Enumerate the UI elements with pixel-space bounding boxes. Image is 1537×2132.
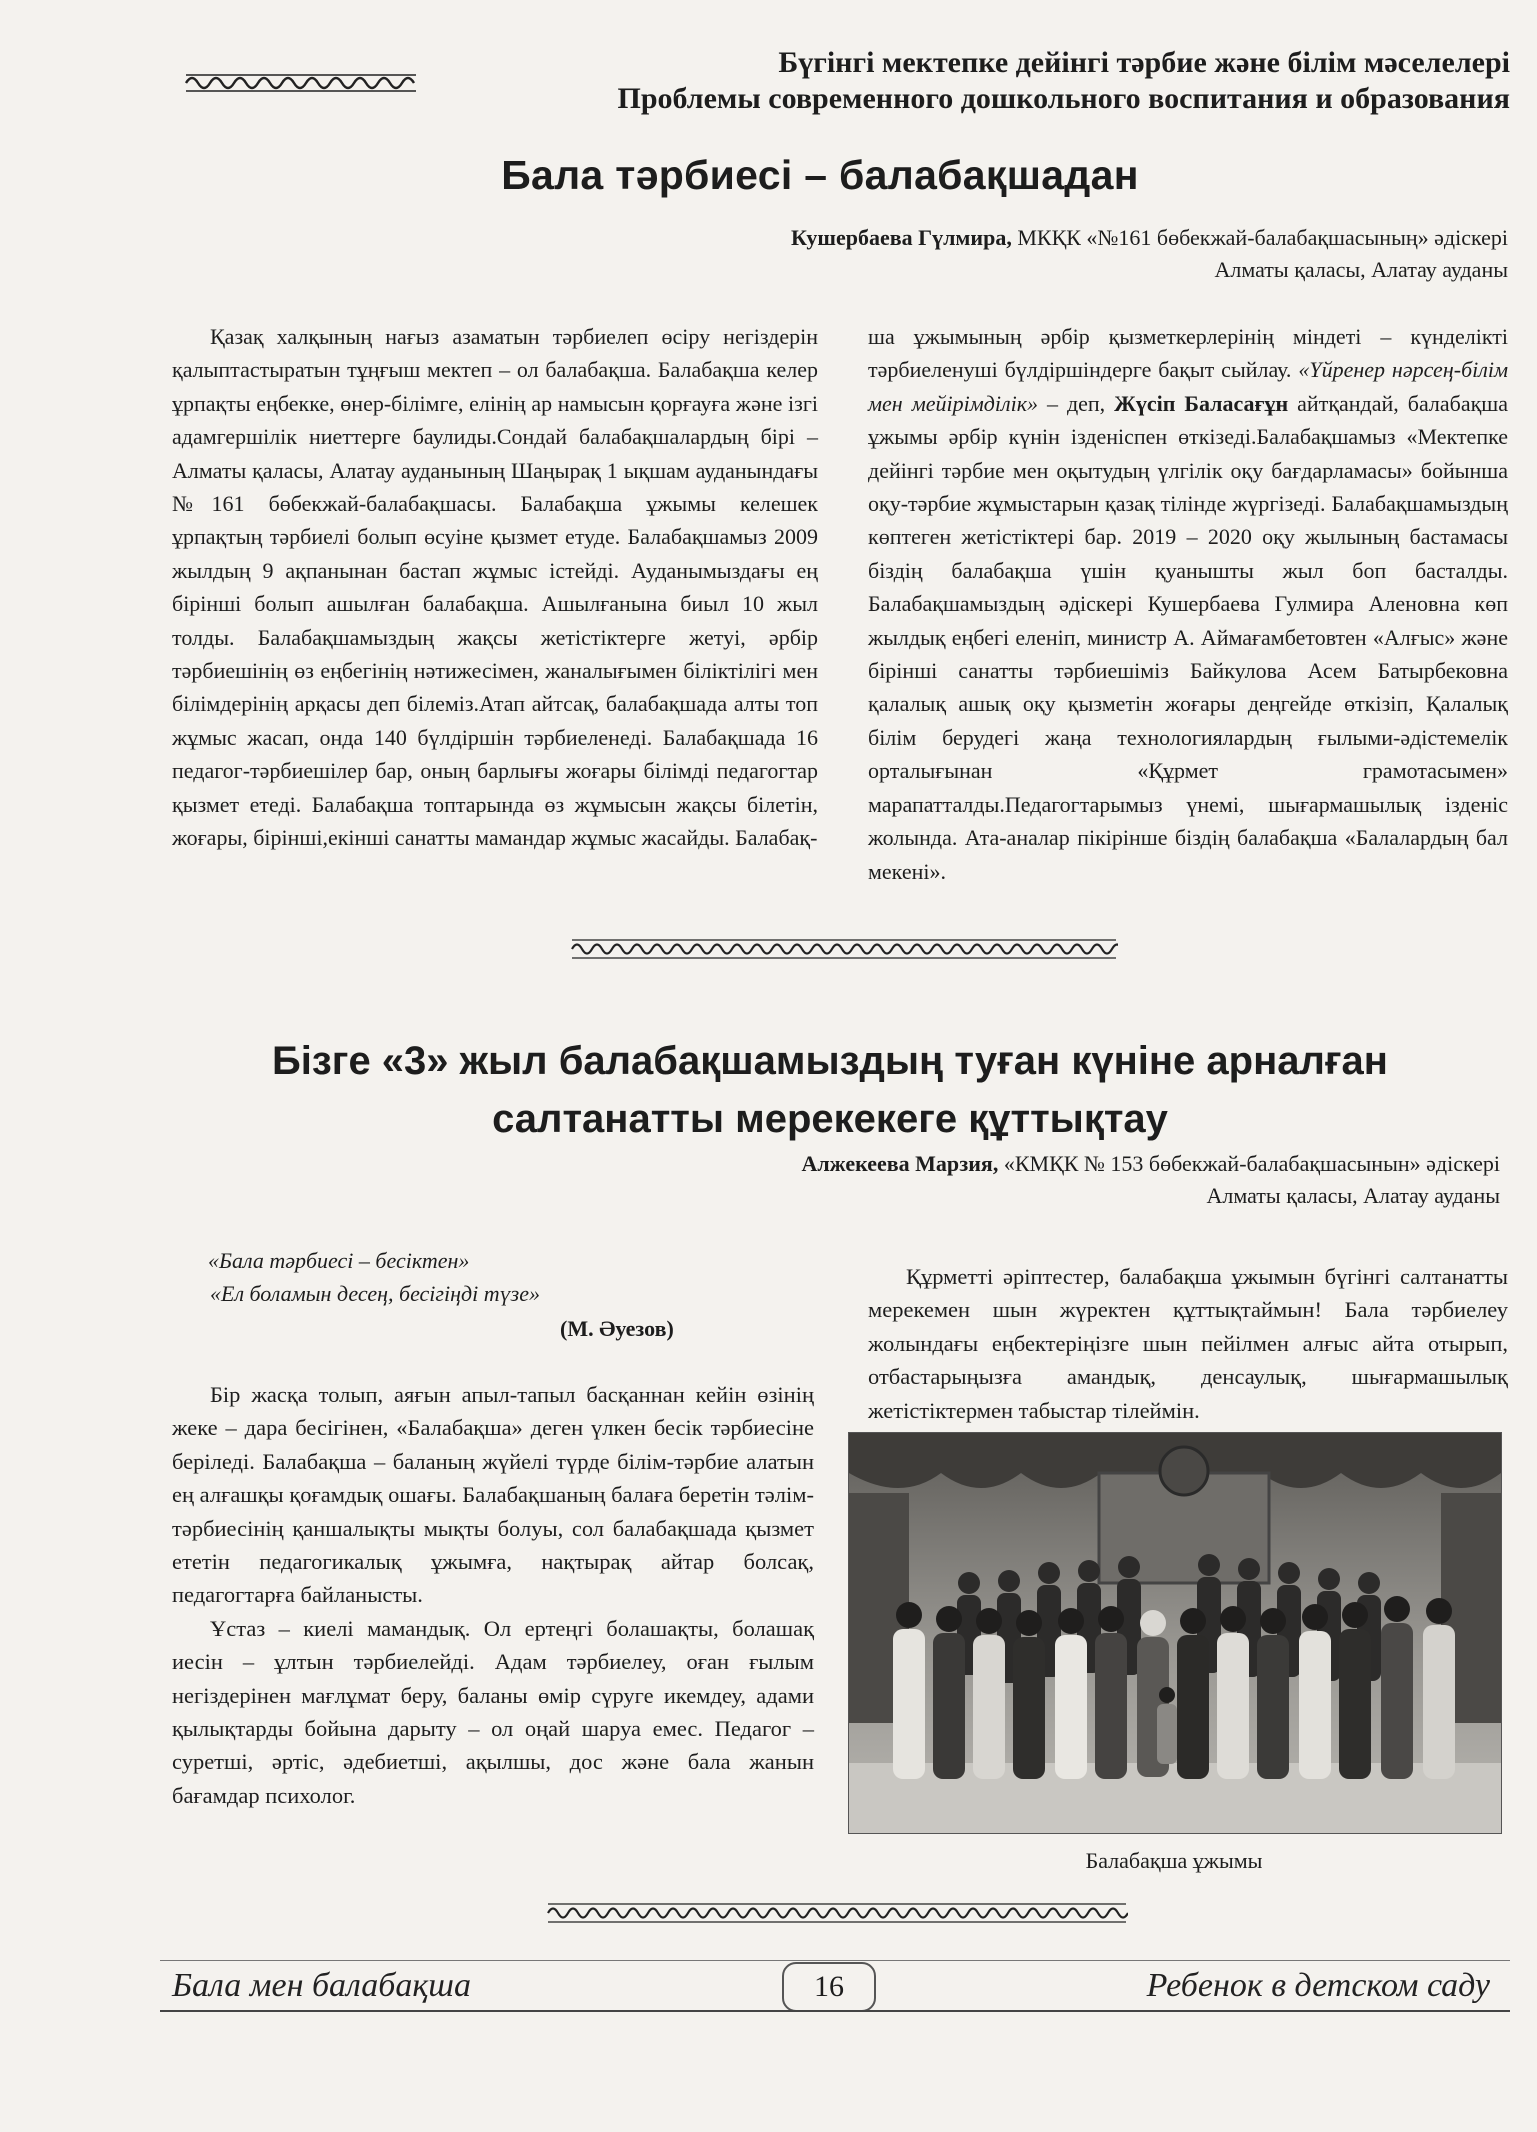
article1-author-role: МКҚК «№161 бөбекжай-балабақшасының» әдіскері xyxy=(1011,225,1508,250)
article1-title: Бала тәрбиесі – балабақшадан xyxy=(501,152,1139,198)
article2-author-role: «КМҚК № 153 бөбекжай-балабақшасынын» әдіскері xyxy=(998,1151,1500,1176)
article2-right-paragraph: Құрметті әріптестер, балабақша ұжымын бүгінгі салтанатты мерекемен шын жүректен құттықтаймын! Бала тәрбиелеу жолындағы еңбектеріңізге шын пейілмен алғыс айта отырып, отбастарыңызға амандық, денсаулық, шығармашылық жетістіктермен табыстар тілеймін. xyxy=(868,1264,1508,1423)
epigraph-line2: «Ел боламын десең, бесігіңді түзе» xyxy=(210,1281,540,1306)
epigraph-line1: «Бала тәрбиесі – бесіктен» xyxy=(208,1248,470,1273)
article2-title-line2: салтанатты мерекекеге құттықтау xyxy=(492,1097,1168,1141)
top-ornament xyxy=(182,70,422,96)
epigraph xyxy=(208,1244,728,1310)
article2-author-place: Алматы қаласы, Алатау ауданы xyxy=(1206,1183,1500,1208)
group-photo-image-icon xyxy=(849,1433,1501,1833)
article2-left-paragraph-2: Ұстаз – киелі мамандық. Ол ертеңгі болашақты, болашақ иесін – ұлтын тәрбиелейді. Адам тәрбиелеу, оған ғылым негіздерінен мағлұмат беру, баланы өмір сүруге икемдеу, адами қылықтарды бойына дарыту – ол оңай шаруа емес. Педагог – суретші, әртіс, әдебиетші, ақылшы, дос және бала жанын бағамдар психолог. xyxy=(172,1615,814,1808)
article2-author-name: Алжекеева Марзия, xyxy=(801,1151,999,1176)
article2-column-left xyxy=(172,1378,814,1812)
footer-rule xyxy=(160,2010,1510,2012)
footer-magazine-title-ru: Ребенок в детском саду xyxy=(1146,1967,1490,2004)
middle-ornament xyxy=(570,936,1118,962)
epigraph-author: (М. Әуезов) xyxy=(560,1316,674,1341)
article1-author-place: Алматы қаласы, Алатау ауданы xyxy=(1214,257,1508,282)
ornament-pattern-icon xyxy=(546,1900,1128,1926)
footer-rule-top xyxy=(160,1960,1510,1961)
page-number: 16 xyxy=(782,1962,876,2012)
photo-caption: Балабақша ұжымы xyxy=(1085,1848,1263,1873)
article1-byline xyxy=(400,222,1508,286)
article1-right-quote: «Үйренер нәрсең-білім мен мейірімділік» xyxy=(868,357,1508,416)
article1-column-right xyxy=(868,320,1508,888)
article1-left-paragraph: Қазақ халқының нағыз азаматын тәрбиелеп өсіру негіздерін қалыптастыратын тұңғыш мектеп – ол балабақша. Балабақша келер ұрпақты еңбекке, өнер-білімге, елінің ар намысын қорғауға және ізгі адамгершілік ниеттерге баулиды.Сондай балабақшалардың бірі – Алматы қаласы, Алатау ауданының Шаңырақ 1 ықшам ауданындағы №161 бөбекжай-балабақшасы. Балабақша ұжымы келешек ұрпақтың тәрбиелі болып өсуіне қызмет етуде. Балабақшамыз 2009 жылдың 9 ақпанынан бастап жұмыс істейді. Ауданымыздағы ең бірінші болып ашылған балабақша. Ашылғанына биыл 10 жыл толды. Балабақшамыздың жақсы жетістіктерге жетуі, әрбір тәрбиешінің өз еңбегінің нәтижесімен, жаналығымен біліктілігі мен білімдерінің арқасы деп білеміз.Атап айтсақ, балабақшада алты топ жұмыс жасап, онда 140 бүлдіршін тәрбиеленеді. Балабақшада 16 педагог-тәрбиешілер бар, оның барлығы жоғары білімді педагогтар қызмет етеді. Балабақша топтарында өз жұмысын жақсы білетін, жоғары, бірінші,екінші санатты мамандар жұмыс жасайды. Балабақ- xyxy=(172,324,818,851)
ornament-pattern-icon xyxy=(570,936,1118,962)
article2-title-line1: Бізге «3» жыл балабақшамыздың туған күніне арналған xyxy=(272,1039,1388,1083)
article1-right-text-a: ша ұжымының әрбір қызметкерлерінің міндеті – күнделікті тәрбиеленуші бүлдіршіндерге бақыт сыйлау. xyxy=(868,324,1508,383)
article2-title xyxy=(180,1032,1480,1148)
article1-right-text-c: айтқандай, балабақша ұжымы әрбір күнін ізденіспен өткізеді.Балабақшамыз «Мектепке дейінгі тәрбие мен оқытудың үлгілік оқу бағдарламасы» бойынша оқу-тәрбие жұмыстарын қазақ тілінде жүргізеді. Балабақшамыздың көптеген жетістіктері бар. 2019 – 2020 оқу жылының бастамасы біздің балабақша үшін қуанышты жыл боп басталды. Балабақшамыздың әдіскері Кушербаева Гулмира Аленовна көп жылдық еңбегі еленіп, министр А. Аймағамбетовтен «Алғыс» және бірінші санатты тәрбиешіміз Байкулова Асем Батырбековна қалалық ашық оқу қызметін жоғары деңгейде өткізіп, Қалалық білім берудегі жаңа технологиялардың ғылыми-әдістемелік орталығынан «Құрмет грамотасымен» марапатталды.Педагогтарымыз үнемі, шығармашылық ізденіс жолында. Ата-аналар пікірінше біздің балабақша «Балалардың бал мекені». xyxy=(868,390,1508,884)
group-photo xyxy=(848,1432,1502,1834)
section-header-kz: Бүгінгі мектепке дейінгі тәрбие және білім мәселелері xyxy=(778,46,1510,79)
article1-right-text-b: – деп, xyxy=(1038,390,1115,416)
article2-column-right xyxy=(868,1260,1508,1427)
footer-magazine-title-kz: Бала мен балабақша xyxy=(172,1967,471,2004)
article1-right-name: Жүсіп Баласағұн xyxy=(1114,390,1289,416)
ornament-pattern-icon xyxy=(182,70,422,96)
article1-column-left xyxy=(172,320,818,855)
article2-byline xyxy=(300,1148,1500,1212)
article1-author-name: Кушербаева Гүлмира, xyxy=(790,225,1012,250)
article1-right-paragraph xyxy=(868,320,1508,888)
section-header-ru: Проблемы современного дошкольного воспитания и образования xyxy=(617,82,1510,115)
article2-left-paragraph-1: Бір жасқа толып, аяғын апыл-тапыл басқаннан кейін өзінің жеке – дара бесігінен, «Балабақша» деген үлкен бесік тәрбиесіне беріледі. Балабақша – баланың жүйелі түрде білім-тәрбие алатын ең алғашқы қоғамдық ошағы. Балабақшаның балаға беретін тәлім-тәрбиесінің қаншалықты мықты болуы, сол балабақшада қызмет ететін педагогикалық ұжымға, нақтырақ айтар болсақ, педагогтарға байланысты. xyxy=(172,1382,814,1608)
bottom-ornament xyxy=(546,1900,1128,1926)
